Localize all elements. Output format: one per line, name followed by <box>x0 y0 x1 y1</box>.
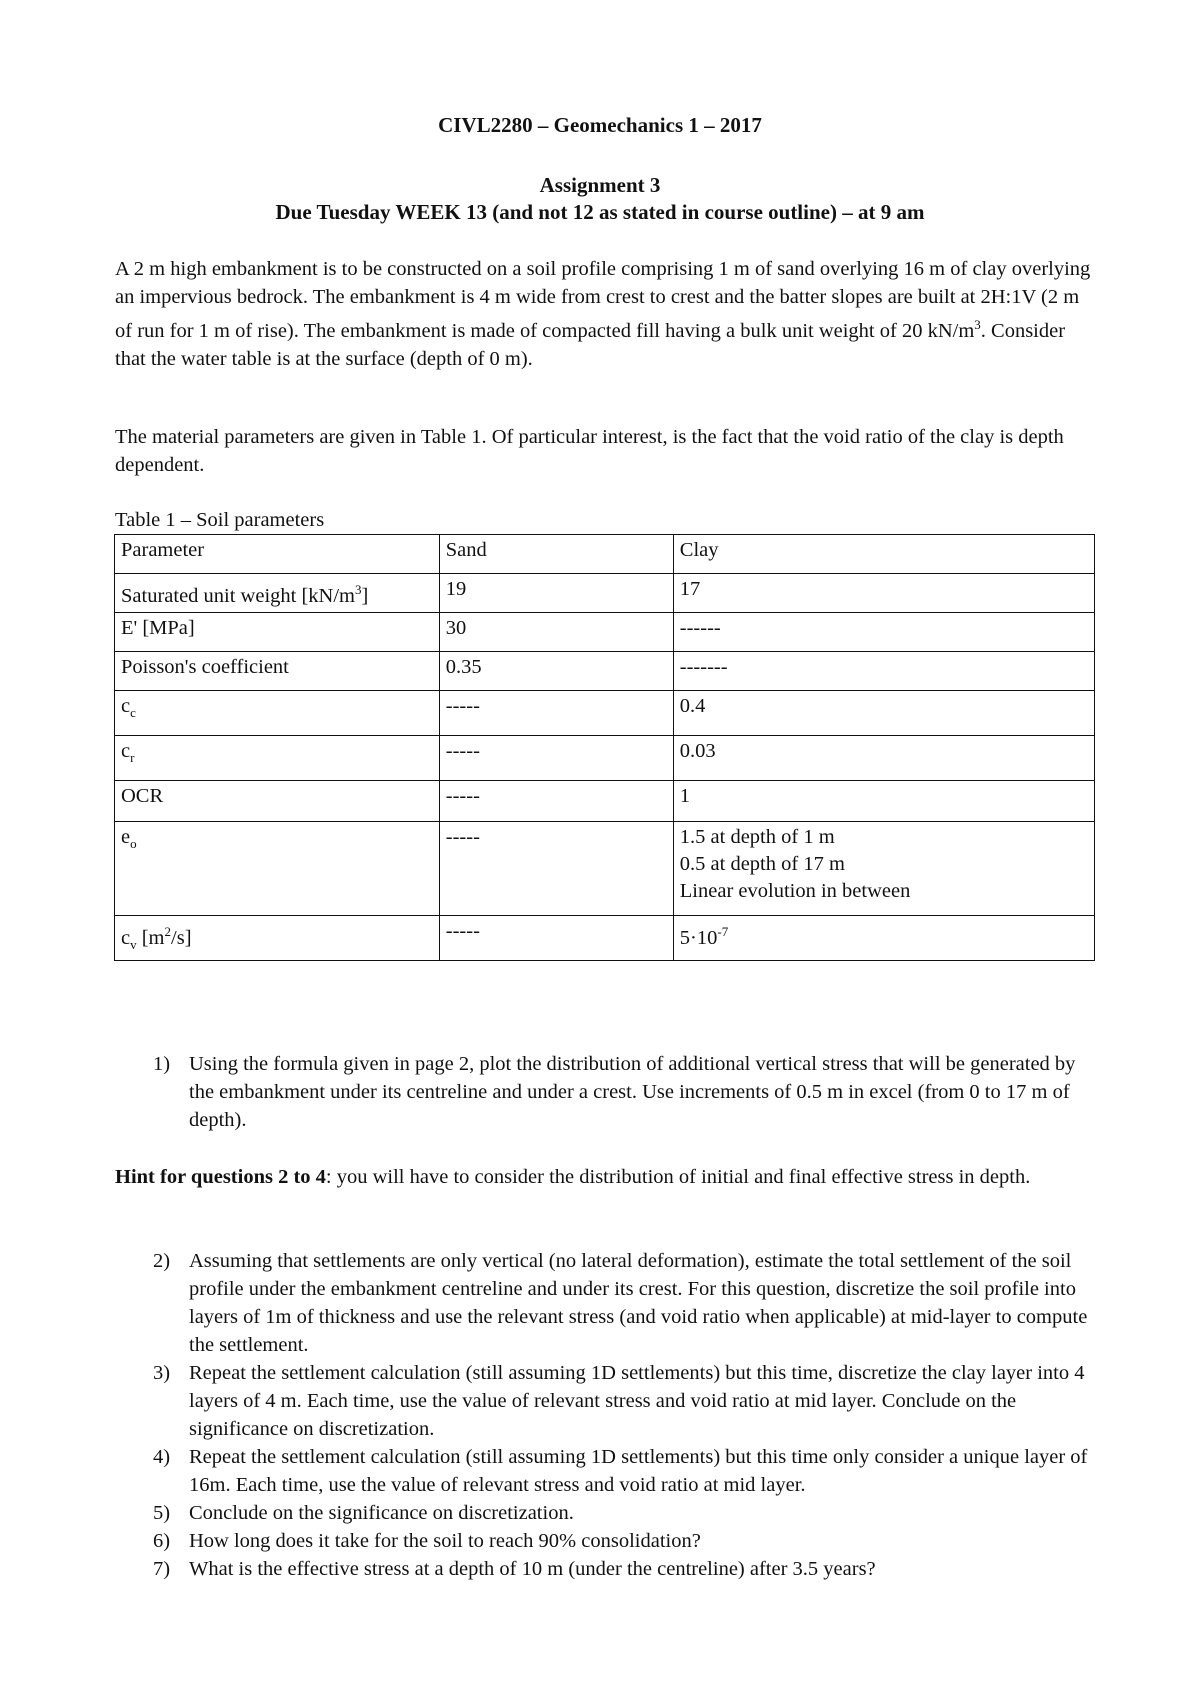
header-parameter: Parameter <box>115 535 440 574</box>
intro-text-end: . Consider that the water table is at the surface (depth of 0 m). <box>115 319 1066 370</box>
question-item <box>115 1359 1095 1443</box>
header-clay: Clay <box>673 535 1094 574</box>
assignment-heading: Assignment 3 <box>539 173 661 197</box>
question-number: 2) <box>153 1250 171 1272</box>
question-text: How long does it take for the soil to reach 90% consolidation? <box>189 1530 701 1552</box>
hint-text: : you will have to consider the distribution of initial and final effective stress in depth. <box>325 1166 1031 1188</box>
clay-cell: ------ <box>673 613 1094 652</box>
due-date-heading: Due Tuesday WEEK 13 (and not 12 as stated in course outline) – at 9 am <box>275 200 925 224</box>
question-number: 4) <box>153 1446 171 1468</box>
table-row <box>115 652 1095 691</box>
clay-cell: 1.5 at depth of 1 m 0.5 at depth of 17 m Linear evolution in between <box>673 822 1094 916</box>
param-cell: $c_v$ $[m^2/s]$ <box>115 916 440 961</box>
sand-cell: 30 <box>439 613 673 652</box>
table-row <box>115 613 1095 652</box>
unit-superscript: 3 <box>974 317 981 332</box>
question-text: Repeat the settlement calculation (still assuming 1D settlements) but this time, discretize the clay layer into 4 layers of 4 m. Each time, use the value of relevant stress and void ratio at mid layer. Conclude on the significance on discretization. <box>189 1362 1085 1440</box>
question-number: 1) <box>153 1053 171 1075</box>
question-number: 7) <box>153 1558 171 1580</box>
sand-cell: ----- <box>439 822 673 916</box>
clay-cell: 0.4 <box>673 691 1094 736</box>
sand-cell: ----- <box>439 691 673 736</box>
clay-cell: ------- <box>673 652 1094 691</box>
param-cell: $c_r$ <box>115 736 440 781</box>
sand-cell: ----- <box>439 916 673 961</box>
table-caption: Table 1 – Soil parameters <box>115 509 325 531</box>
sand-cell: 0.35 <box>439 652 673 691</box>
question-text: What is the effective stress at a depth of 10 m (under the centreline) after 3.5 years? <box>189 1558 876 1580</box>
question-item <box>115 1499 1095 1527</box>
table-row <box>115 736 1095 781</box>
param-cell: $e_o$ <box>115 822 440 916</box>
table-row <box>115 574 1095 613</box>
question-item <box>115 1443 1095 1499</box>
clay-cell: 0.03 <box>673 736 1094 781</box>
question-list-1 <box>115 1050 1095 1134</box>
question-number: 5) <box>153 1502 171 1524</box>
question-text: Repeat the settlement calculation (still assuming 1D settlements) but this time only consider a unique layer of 16m. Each time, use the value of relevant stress and void ratio at mid layer. <box>189 1446 1088 1496</box>
intro-paragraph-1 <box>115 255 1095 373</box>
question-item <box>115 1555 1095 1583</box>
sand-cell: ----- <box>439 736 673 781</box>
intro-paragraph-2: The material parameters are given in Table 1. Of particular interest, is the fact that the void ratio of the clay is depth dependent. <box>115 426 1064 476</box>
question-item <box>115 1247 1095 1359</box>
document-title: CIVL2280 – Geomechanics 1 – 2017 <box>438 113 762 137</box>
question-list-2 <box>115 1247 1095 1583</box>
param-cell: Poisson's coefficient <box>115 652 440 691</box>
table-row <box>115 822 1095 916</box>
param-cell: E' [MPa] <box>115 613 440 652</box>
question-text: Conclude on the significance on discretization. <box>189 1502 574 1524</box>
param-cell: OCR <box>115 781 440 822</box>
sand-cell: 19 <box>439 574 673 613</box>
clay-cell: $5\cdot 10^{-7}$ <box>673 916 1094 961</box>
table-row <box>115 916 1095 961</box>
soil-parameters-table <box>114 534 1095 961</box>
header-sand: Sand <box>439 535 673 574</box>
question-text: Using the formula given in page 2, plot the distribution of additional vertical stress that will be generated by the embankment under its centreline and under a crest. Use increments of 0.5 m in excel (from 0 to 17 m of depth). <box>189 1053 1076 1131</box>
hint-paragraph <box>115 1163 1095 1191</box>
clay-cell: 17 <box>673 574 1094 613</box>
table-header-row <box>115 535 1095 574</box>
hint-label: Hint for questions 2 to 4 <box>115 1166 326 1188</box>
sand-cell: ----- <box>439 781 673 822</box>
question-item <box>115 1527 1095 1555</box>
param-cell: Saturated unit weight $[kN/m^3]$ <box>115 574 440 613</box>
question-number: 6) <box>153 1530 171 1552</box>
question-number: 3) <box>153 1362 171 1384</box>
clay-cell: 1 <box>673 781 1094 822</box>
table-row <box>115 691 1095 736</box>
question-text: Assuming that settlements are only vertical (no lateral deformation), estimate the total settlement of the soil profile under the embankment centreline and under its crest. For this question, discretize the soil profile into layers of 1m of thickness and use the relevant stress (and void ratio when applicable) at mid-layer to compute the settlement. <box>189 1250 1088 1356</box>
table-row <box>115 781 1095 822</box>
param-cell: $c_c$ <box>115 691 440 736</box>
question-item <box>115 1050 1095 1134</box>
intro-text-start: A 2 m high embankment is to be constructed on a soil profile comprising 1 m of sand overlying 16 m of clay overlying an impervious bedrock. The embankment is 4 m wide from crest to crest and the batter slopes are built at 2H:1V (2 m of run for 1 m of rise). The embankment is made of compacted fill having a bulk unit weight of 20 kN/m <box>115 258 1091 342</box>
